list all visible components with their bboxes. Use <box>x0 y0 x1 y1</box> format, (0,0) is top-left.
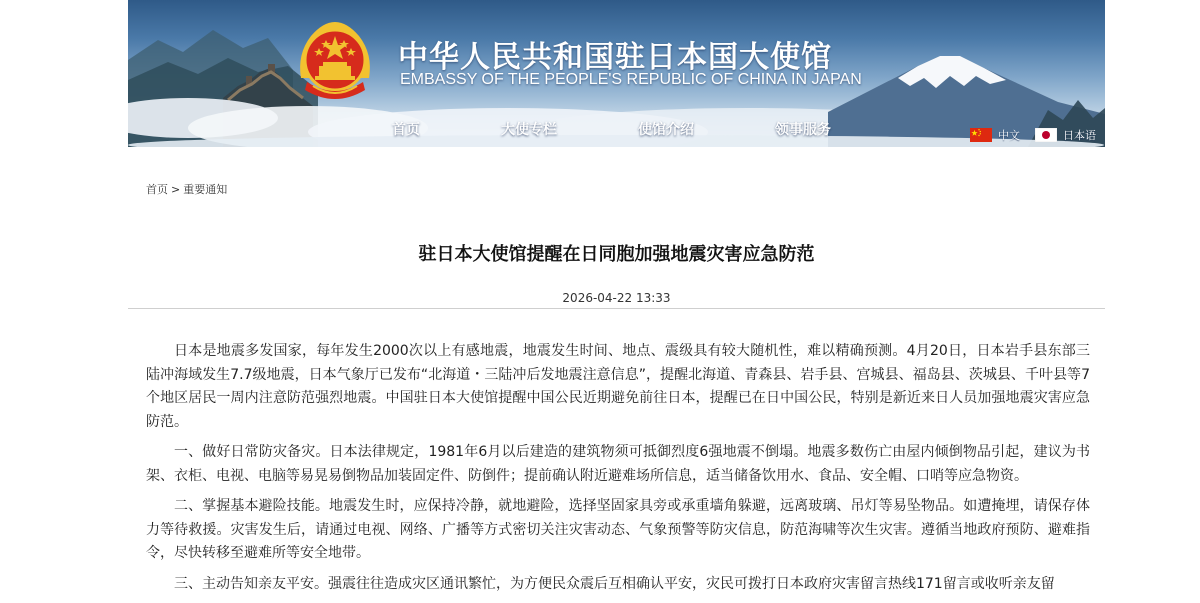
article-paragraph: 二、掌握基本避险技能。地震发生时，应保持冷静，就地避险，选择坚固家具旁或承重墙角躲避，远离玻璃、吊灯等易坠物品。如遭掩埋，请保存体力等待救援。灾害发生后，请通过电视、网络、广播等方式密切关注灾害动态、气象预警等防灾信息，防范海啸等次生灾害。遵循当地政府预防、避难指令，尽快转移至避难所等安全地带。 <box>146 498 1090 561</box>
nav-item-home[interactable]: 首页 <box>392 122 420 138</box>
title-divider <box>128 308 1105 309</box>
article-paragraph: 三、主动告知亲友平安。强震往往造成灾区通讯繁忙，为方便民众震后互相确认平安，灾民可拨打日本政府灾害留言热线171留言或收听亲友留 <box>174 575 1055 592</box>
language-japanese-label: 日本语 <box>1063 129 1096 142</box>
language-chinese-label: 中文 <box>998 129 1020 142</box>
breadcrumb <box>146 181 227 197</box>
main-nav <box>128 119 1105 141</box>
nav-item-consular-services[interactable]: 领事服务 <box>775 122 831 138</box>
nav-item-embassy-intro[interactable]: 使馆介绍 <box>638 122 694 138</box>
language-japanese[interactable] <box>1035 127 1096 143</box>
site-title-english: EMBASSY OF THE PEOPLE'S REPUBLIC OF CHINA IN JAPAN <box>400 71 862 88</box>
header-banner <box>128 0 1105 147</box>
article-body <box>146 340 1090 603</box>
breadcrumb-separator: > <box>171 183 181 196</box>
breadcrumb-home-link[interactable]: 首页 <box>146 183 168 196</box>
breadcrumb-current-link[interactable]: 重要通知 <box>183 183 228 196</box>
national-emblem-icon <box>295 20 375 106</box>
nav-item-ambassador-column[interactable]: 大使专栏 <box>501 122 557 138</box>
china-flag-icon <box>970 128 992 142</box>
language-chinese[interactable] <box>970 127 1020 143</box>
article-title: 驻日本大使馆提醒在日同胞加强地震灾害应急防范 <box>418 244 815 265</box>
japan-flag-icon <box>1035 128 1057 142</box>
article-paragraph: 日本是地震多发国家，每年发生2000次以上有感地震，地震发生时间、地点、震级具有较大随机性，难以精确预测。4月20日，日本岩手县东部三陆冲海域发生7.7级地震，日本气象厅已发布“北海道・三陆冲后发地震注意信息”，提醒北海道、青森县、岩手县、宫城县、福岛县、茨城县、千叶县等7个地区居民一周内注意防范强烈地震。中国驻日本大使馆提醒中国公民近期避免前往日本，提醒已在日中国公民，特别是新近来日人员加强地震灾害应急防范。 <box>146 343 1090 430</box>
article-paragraph: 一、做好日常防灾备灾。日本法律规定，1981年6月以后建造的建筑物须可抵御烈度6强地震不倒塌。地震多数伤亡由屋内倾倒物品引起，建议为书架、衣柜、电视、电脑等易晃易倒物品加装固定件、防倒件；提前确认附近避难场所信息，适当储备饮用水、食品、安全帽、口哨等应急物资。 <box>146 444 1090 484</box>
article-date: 2026-04-22 13:33 <box>562 291 671 305</box>
site-title: 中华人民共和国驻日本国大使馆 <box>398 40 832 75</box>
